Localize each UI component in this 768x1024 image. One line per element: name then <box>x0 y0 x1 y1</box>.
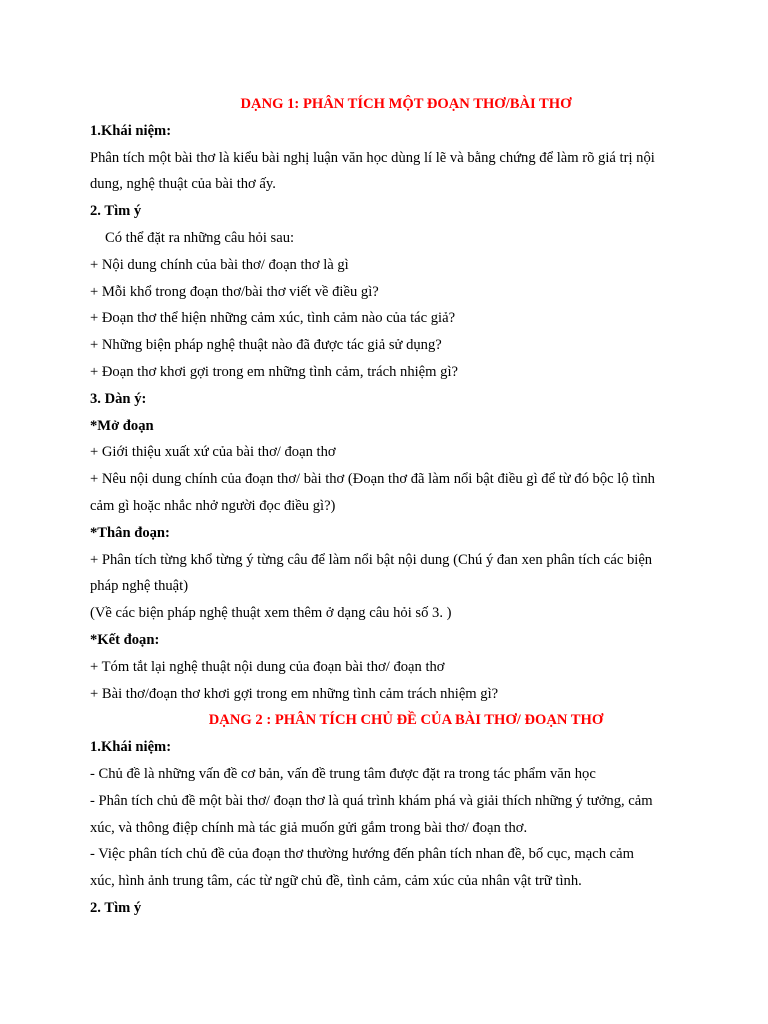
section1-opening-line: + Giới thiệu xuất xứ của bài thơ/ đoạn thơ <box>90 444 336 461</box>
section2-concept-heading: 1.Khái niệm: <box>90 739 172 756</box>
section1-opening-line: + Nêu nội dung chính của đoạn thơ/ bài thơ (Đoạn thơ đã làm nổi bật điều gì để từ đó bộc lộ tình <box>90 471 655 488</box>
section1-ideas-heading: 2. Tìm ý <box>90 203 142 220</box>
section1-ideas-intro: Có thể đặt ra những câu hỏi sau: <box>105 229 295 246</box>
section1-ideas-item: + Đoạn thơ thể hiện những cảm xúc, tình cảm nào của tác giả? <box>90 310 456 327</box>
section1-opening-line: cảm gì hoặc nhắc nhở người đọc điều gì?) <box>90 497 336 514</box>
section1-closing-line: + Bài thơ/đoạn thơ khơi gợi trong em những tình cảm trách nhiệm gì? <box>90 685 499 702</box>
section1-title: DẠNG 1: PHÂN TÍCH MỘT ĐOẠN THƠ/BÀI THƠ <box>240 96 572 112</box>
section2-concept-line: - Chủ đề là những vấn đề cơ bản, vấn đề trung tâm được đặt ra trong tác phẩm văn học <box>90 765 596 782</box>
section1-concept-line: Phân tích một bài thơ là kiểu bài nghị luận văn học dùng lí lẽ và bằng chứng để làm rõ giá trị nội <box>90 149 655 166</box>
section1-body-heading: *Thân đoạn: <box>90 524 170 541</box>
section1-opening-heading: *Mở đoạn <box>90 417 154 434</box>
section1-body-line: + Phân tích từng khổ từng ý từng câu để làm nổi bật nội dung (Chú ý đan xen phân tích các biện <box>90 551 653 568</box>
section2-concept-line: xúc, và thông điệp chính mà tác giả muốn gửi gắm trong bài thơ/ đoạn thơ. <box>90 819 528 836</box>
section2-concept-line: xúc, hình ảnh trung tâm, các từ ngữ chủ đề, tình cảm, cảm xúc của nhân vật trữ tình. <box>90 873 582 890</box>
document-page <box>90 91 690 922</box>
section2-ideas-heading: 2. Tìm ý <box>90 899 142 916</box>
section2-concept-line: - Việc phân tích chủ đề của đoạn thơ thường hướng đến phân tích nhan đề, bố cục, mạch cảm <box>90 846 634 863</box>
section1-closing-heading: *Kết đoạn: <box>90 631 160 648</box>
section1-ideas-item: + Nội dung chính của bài thơ/ đoạn thơ là gì <box>90 256 349 273</box>
section1-ideas-item: + Mỗi khổ trong đoạn thơ/bài thơ viết về điều gì? <box>90 283 379 300</box>
section1-closing-line: + Tóm tắt lại nghệ thuật nội dung của đoạn bài thơ/ đoạn thơ <box>90 658 445 675</box>
section2-concept-line: - Phân tích chủ đề một bài thơ/ đoạn thơ là quá trình khám phá và giải thích những ý tưởng, cảm <box>90 792 653 809</box>
section1-concept-line: dung, nghệ thuật của bài thơ ấy. <box>90 176 276 193</box>
section1-body-line: pháp nghệ thuật) <box>90 578 189 595</box>
section1-ideas-item: + Những biện pháp nghệ thuật nào đã được tác giả sử dụng? <box>90 337 442 354</box>
section1-concept-heading: 1.Khái niệm: <box>90 122 172 139</box>
section1-body-line: (Về các biện pháp nghệ thuật xem thêm ở dạng câu hỏi số 3. ) <box>90 605 452 622</box>
section2-title: DẠNG 2 : PHÂN TÍCH CHỦ ĐỀ CỦA BÀI THƠ/ ĐOẠN THƠ <box>208 712 604 729</box>
section1-outline-heading: 3. Dàn ý: <box>90 390 147 407</box>
section1-ideas-item: + Đoạn thơ khơi gợi trong em những tình cảm, trách nhiệm gì? <box>90 363 458 380</box>
